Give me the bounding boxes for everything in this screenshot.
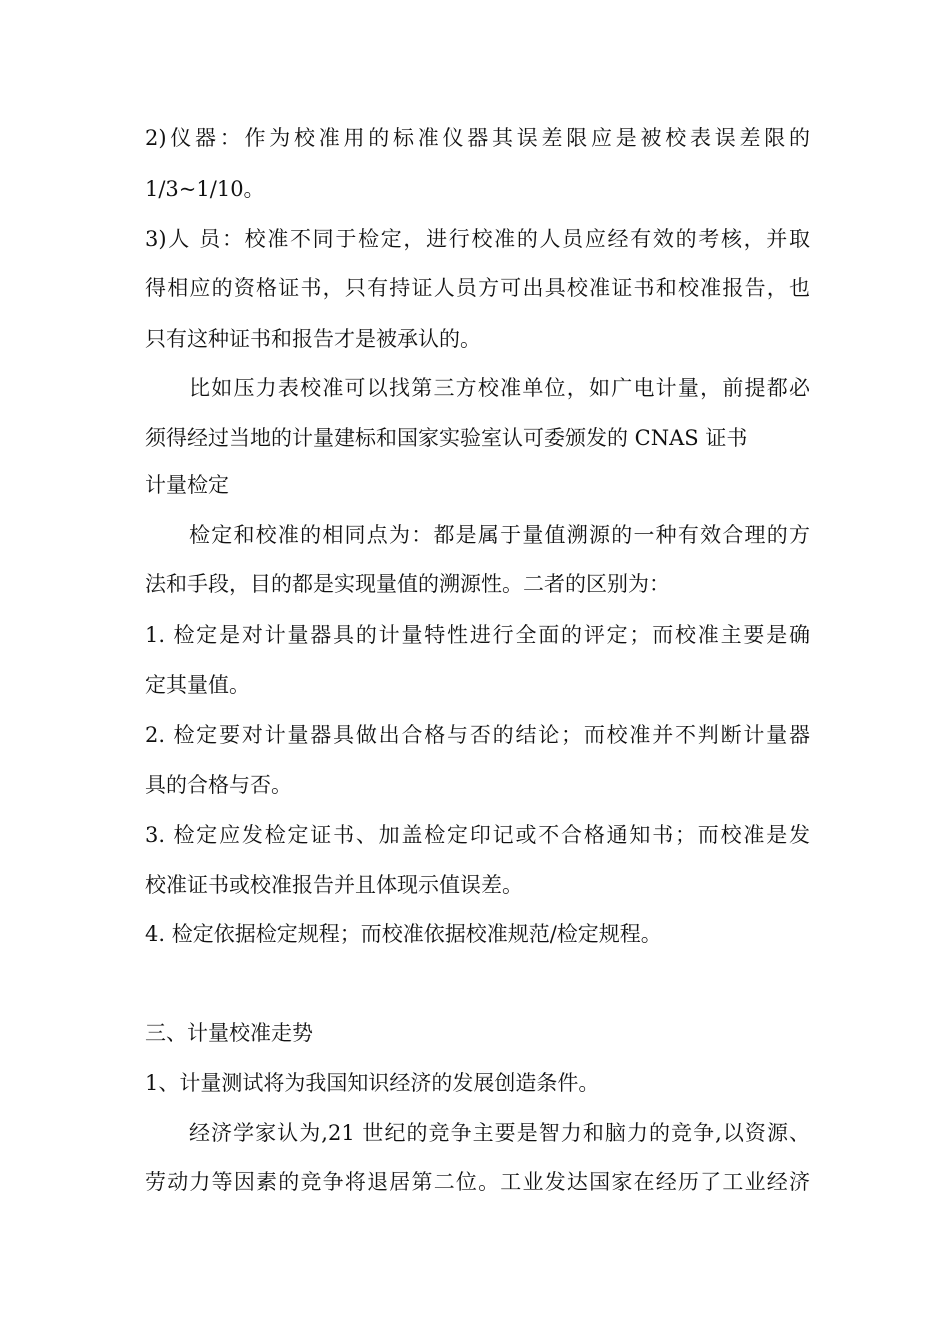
- text-line: 法和手段，目的都是实现量值的溯源性。二者的区别为：: [145, 572, 670, 596]
- text-line: 得相应的资格证书，只有持证人员方可出具校准证书和校准报告，也: [145, 276, 810, 300]
- text-line: 1/3~1/10。: [145, 177, 265, 201]
- text-line: 校准证书或校准报告并且体现示值误差。: [145, 873, 523, 897]
- section-heading: 三、计量校准走势: [145, 1021, 313, 1045]
- text-line: 检定和校准的相同点为：都是属于量值溯源的一种有效合理的方: [189, 523, 810, 547]
- section-heading: 计量检定: [145, 473, 229, 497]
- text-line: 须得经过当地的计量建标和国家实验室认可委颁发的 CNAS 证书: [145, 426, 748, 450]
- list-item: 3. 检定应发检定证书、加盖检定印记或不合格通知书；而校准是发: [145, 823, 810, 847]
- text-line: 3)人 员：校准不同于检定，进行校准的人员应经有效的考核，并取: [145, 227, 810, 251]
- text-line: 劳动力等因素的竞争将退居第二位。工业发达国家在经历了工业经济: [145, 1170, 810, 1194]
- text-line: 定其量值。: [145, 673, 250, 697]
- list-item: 2. 检定要对计量器具做出合格与否的结论；而校准并不判断计量器: [145, 723, 810, 747]
- text-line: 2)仪器：作为校准用的标准仪器其误差限应是被校表误差限的: [145, 126, 810, 150]
- text-line: 具的合格与否。: [145, 773, 292, 797]
- text-line: 比如压力表校准可以找第三方校准单位，如广电计量，前提都必: [189, 376, 810, 400]
- text-line: 经济学家认为,21 世纪的竞争主要是智力和脑力的竞争,以资源、: [189, 1121, 810, 1145]
- list-item: 1. 检定是对计量器具的计量特性进行全面的评定；而校准主要是确: [145, 623, 810, 647]
- text-line: 只有这种证书和报告才是被承认的。: [145, 327, 481, 351]
- subsection-heading: 1、计量测试将为我国知识经济的发展创造条件。: [145, 1071, 600, 1095]
- list-item: 4. 检定依据检定规程；而校准依据校准规范/检定规程。: [145, 922, 662, 946]
